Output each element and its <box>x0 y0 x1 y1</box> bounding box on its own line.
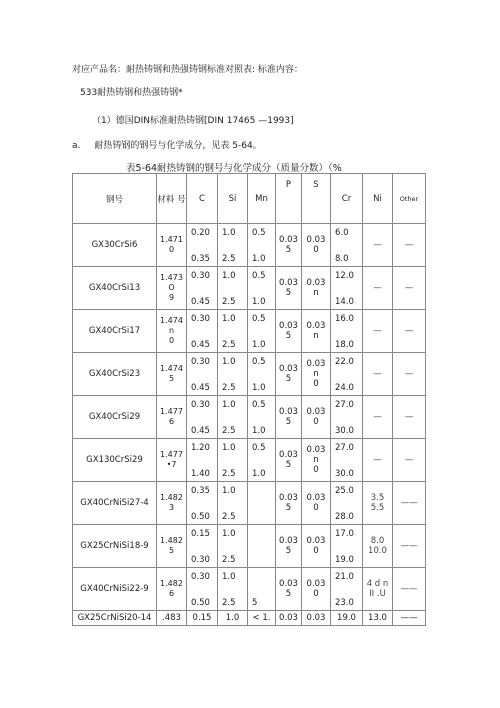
cell-s: 0.03 <box>302 611 331 626</box>
table-row <box>73 267 426 310</box>
cell-p: 0.03 5 <box>276 310 302 353</box>
cell-s: 0.03 n <box>302 310 331 353</box>
cell-material: 1.474 5 <box>157 353 187 396</box>
cell-cr <box>331 525 363 568</box>
cell-p: 0.03 5 <box>276 568 302 611</box>
cell-grade: GX40CrSi17 <box>73 310 157 353</box>
cell-c-max: 0.45 <box>191 296 210 307</box>
cell-c-max: 0.45 <box>191 382 210 393</box>
intro-line-3: （1）德国DIN标准耐热铸钢[DIN 17465 —1993] <box>92 116 294 126</box>
cell-s: 0.03 0 <box>302 396 331 439</box>
cell-cr-min: 27.0 <box>335 442 354 453</box>
cell-cr-max: 30.0 <box>335 468 354 479</box>
cell-cr-min: 16.0 <box>335 313 354 324</box>
cell-cr-min: 17.0 <box>335 528 354 539</box>
cell-other: — <box>393 396 426 439</box>
table-row <box>73 482 426 525</box>
cell-si-max: 2.5 <box>222 554 236 565</box>
cell-mn <box>248 224 276 267</box>
cell-grade: GX40CrNiSi22-9 <box>73 568 157 611</box>
cell-material: 1.477 •7 <box>157 439 187 482</box>
cell-ni: — <box>363 224 393 267</box>
cell-other: — <box>393 353 426 396</box>
cell-si-min: 1.0 <box>222 528 236 539</box>
cell-ni: 13.0 <box>363 611 393 626</box>
cell-si <box>218 482 248 525</box>
cell-c-max: 0.30 <box>191 554 210 565</box>
cell-c <box>187 353 218 396</box>
cell-grade: GX25CrNiSi18-9 <box>73 525 157 568</box>
cell-si-max: 2.5 <box>222 511 236 522</box>
cell-mn <box>248 439 276 482</box>
cell-c <box>187 267 218 310</box>
cell-c <box>187 525 218 568</box>
cell-mn <box>248 396 276 439</box>
cell-other: — <box>393 439 426 482</box>
cell-c-min: 0.30 <box>191 399 210 410</box>
cell-cr <box>331 224 363 267</box>
cell-other: —— <box>393 482 426 525</box>
cell-cr-min: 6.0 <box>335 227 349 238</box>
cell-mn-min: 0.5 <box>252 442 266 453</box>
cell-ni: 4 d n II .U <box>363 568 393 611</box>
cell-c-max: 0.35 <box>191 253 210 264</box>
cell-c-min: 1.20 <box>191 442 210 453</box>
cell-si-min: 1.0 <box>222 270 236 281</box>
cell-grade: GX40CrSi23 <box>73 353 157 396</box>
cell-si <box>218 525 248 568</box>
cell-p: 0.03 5 <box>276 353 302 396</box>
cell-c-max: 1.40 <box>191 468 210 479</box>
cell-mn <box>248 568 276 611</box>
header-mn: Mn <box>248 174 276 224</box>
cell-mn <box>248 310 276 353</box>
cell-c-min: 0.15 <box>191 528 210 539</box>
cell-material: .483 <box>157 611 187 626</box>
cell-grade: GX40CrSi13 <box>73 267 157 310</box>
cell-p: 0.03 5 <box>276 224 302 267</box>
cell-material: 1.482 3 <box>157 482 187 525</box>
cell-other: —— <box>393 568 426 611</box>
cell-si-min: 1.0 <box>222 356 236 367</box>
cell-cr-max: 28.0 <box>335 511 354 522</box>
cell-grade: GX25CrNiSi20-14 <box>73 611 157 626</box>
cell-mn-min: 0.5 <box>252 356 266 367</box>
cell-material: 1.474 n 0 <box>157 310 187 353</box>
intro-line-2: 533耐热铸钢和热强铸钢* <box>80 88 183 98</box>
cell-si-min: 1.0 <box>222 485 236 496</box>
cell-si <box>218 439 248 482</box>
cell-c-max: 0.50 <box>191 597 210 608</box>
cell-c <box>187 439 218 482</box>
cell-ni: — <box>363 267 393 310</box>
header-grade: 钢号 <box>73 174 157 224</box>
cell-c-min: 0.30 <box>191 356 210 367</box>
cell-cr-max: 18.0 <box>335 339 354 350</box>
header-material: 材料 号 <box>157 174 187 224</box>
cell-si-max: 2.5 <box>222 253 236 264</box>
cell-mn-max: 1.0 <box>252 382 266 393</box>
cell-si-max: 2.5 <box>222 382 236 393</box>
cell-other: — <box>393 267 426 310</box>
cell-p: 0.03 5 <box>276 482 302 525</box>
cell-p: 0.03 5 <box>276 267 302 310</box>
table-row <box>73 525 426 568</box>
cell-c <box>187 482 218 525</box>
cell-mn-max: 1.0 <box>252 296 266 307</box>
cell-s: 0.03 0 <box>302 482 331 525</box>
cell-c-max: 0.45 <box>191 425 210 436</box>
cell-material: 1.477 6 <box>157 396 187 439</box>
cell-cr-max: 24.0 <box>335 382 354 393</box>
cell-p: 0.03 5 <box>276 396 302 439</box>
cell-c-min: 0.30 <box>191 571 210 582</box>
table-row <box>73 353 426 396</box>
cell-mn-max: 1.0 <box>252 253 266 264</box>
cell-other: —— <box>393 525 426 568</box>
cell-mn-max: 5 <box>252 597 258 608</box>
cell-grade: GX30CrSi6 <box>73 224 157 267</box>
cell-cr-max: 8.0 <box>335 253 349 264</box>
intro-line-4 <box>72 138 262 151</box>
table-row <box>73 224 426 267</box>
table-row <box>73 568 426 611</box>
list-marker: a. <box>72 141 81 151</box>
cell-mn <box>248 525 276 568</box>
header-c: C <box>187 174 218 224</box>
cell-si <box>218 224 248 267</box>
cell-grade: GX130CrSi29 <box>73 439 157 482</box>
cell-p: 0.03 <box>276 611 302 626</box>
cell-ni: 8.0 10.0 <box>363 525 393 568</box>
cell-ni: — <box>363 353 393 396</box>
cell-cr <box>331 439 363 482</box>
cell-si-min: 1.0 <box>222 571 236 582</box>
cell-mn-min: 0.5 <box>252 399 266 410</box>
cell-cr-max: 19.0 <box>335 554 354 565</box>
cell-c: 0.15 <box>187 611 218 626</box>
header-p: P <box>276 174 302 224</box>
cell-si <box>218 310 248 353</box>
cell-material: 1.473 O 9 <box>157 267 187 310</box>
cell-other: —— <box>393 611 426 626</box>
cell-other: — <box>393 310 426 353</box>
cell-c-max: 0.50 <box>191 511 210 522</box>
composition-table <box>72 173 426 626</box>
table-header-row <box>73 174 426 224</box>
header-s: S <box>302 174 331 224</box>
cell-s: 0.03 n <box>302 267 331 310</box>
cell-ni: 3.5 5.5 <box>363 482 393 525</box>
cell-c-max: 0.45 <box>191 339 210 350</box>
cell-cr-min: 21.0 <box>335 571 354 582</box>
header-cr: Cr <box>331 174 363 224</box>
table-row <box>73 439 426 482</box>
cell-si-max: 2.5 <box>222 425 236 436</box>
cell-cr-max: 23.0 <box>335 597 354 608</box>
header-other: Other <box>393 174 426 224</box>
cell-s: 0.03 n 0 <box>302 353 331 396</box>
cell-cr-min: 27.0 <box>335 399 354 410</box>
cell-si-max: 2.5 <box>222 339 236 350</box>
cell-si-min: 1.0 <box>222 227 236 238</box>
cell-mn <box>248 482 276 525</box>
cell-si <box>218 568 248 611</box>
cell-grade: GX40CrSi29 <box>73 396 157 439</box>
cell-cr <box>331 353 363 396</box>
cell-s: 0.03 0 <box>302 525 331 568</box>
cell-c-min: 0.20 <box>191 227 210 238</box>
cell-cr-max: 14.0 <box>335 296 354 307</box>
cell-si <box>218 396 248 439</box>
cell-mn <box>248 353 276 396</box>
cell-cr <box>331 267 363 310</box>
cell-si-min: 1.0 <box>222 399 236 410</box>
intro-line-4-text: 耐热铸钢的钢号与化学成分，见表 5-64。 <box>94 141 262 151</box>
cell-si <box>218 267 248 310</box>
table-row <box>73 611 426 626</box>
cell-cr <box>331 396 363 439</box>
cell-mn-max: 1.0 <box>252 339 266 350</box>
cell-c-min: 0.30 <box>191 313 210 324</box>
cell-c <box>187 396 218 439</box>
cell-p: 0.03 5 <box>276 439 302 482</box>
cell-c-min: 0.30 <box>191 270 210 281</box>
cell-mn-max: 1.0 <box>252 468 266 479</box>
cell-mn-min: 0.5 <box>252 227 266 238</box>
cell-mn: < 1. <box>248 611 276 626</box>
cell-ni: — <box>363 439 393 482</box>
cell-s: 0.03 0 <box>302 224 331 267</box>
cell-cr-min: 22.0 <box>335 356 354 367</box>
cell-c <box>187 224 218 267</box>
cell-cr-min: 25.0 <box>335 485 354 496</box>
cell-s: 0.03 0 <box>302 568 331 611</box>
cell-ni: — <box>363 396 393 439</box>
cell-si-min: 1.0 <box>222 313 236 324</box>
cell-mn <box>248 267 276 310</box>
cell-mn-max: 1.0 <box>252 425 266 436</box>
cell-si-min: 1.0 <box>222 442 236 453</box>
cell-cr <box>331 310 363 353</box>
cell-mn-min: 0.5 <box>252 270 266 281</box>
cell-c-min: 0.35 <box>191 485 210 496</box>
cell-material: 1.471 0 <box>157 224 187 267</box>
cell-si: 1.0 <box>218 611 248 626</box>
cell-si-max: 2.5 <box>222 597 236 608</box>
cell-other: — <box>393 224 426 267</box>
table-row <box>73 396 426 439</box>
cell-p: 0.03 5 <box>276 525 302 568</box>
cell-cr <box>331 568 363 611</box>
cell-si-max: 2.5 <box>222 468 236 479</box>
table-caption: 表5-64耐热铸钢的钢号与化学成分（质量分数）（% <box>126 163 342 174</box>
cell-cr: 19.0 <box>331 611 363 626</box>
cell-ni: — <box>363 310 393 353</box>
cell-material: 1.482 6 <box>157 568 187 611</box>
cell-grade: GX40CrNiSi27-4 <box>73 482 157 525</box>
cell-cr-min: 12.0 <box>335 270 354 281</box>
intro-line-1: 对应产品名：耐热铸钢和热强铸钢标准对照表: 标准内容： <box>72 65 303 75</box>
cell-c <box>187 568 218 611</box>
cell-material: 1.482 5 <box>157 525 187 568</box>
cell-c <box>187 310 218 353</box>
cell-s: 0.03 n 0 <box>302 439 331 482</box>
cell-si-max: 2.5 <box>222 296 236 307</box>
cell-si <box>218 353 248 396</box>
header-ni: Ni <box>363 174 393 224</box>
cell-cr <box>331 482 363 525</box>
header-si: Si <box>218 174 248 224</box>
cell-mn-min: 0.5 <box>252 313 266 324</box>
cell-cr-max: 30.0 <box>335 425 354 436</box>
table-row <box>73 310 426 353</box>
